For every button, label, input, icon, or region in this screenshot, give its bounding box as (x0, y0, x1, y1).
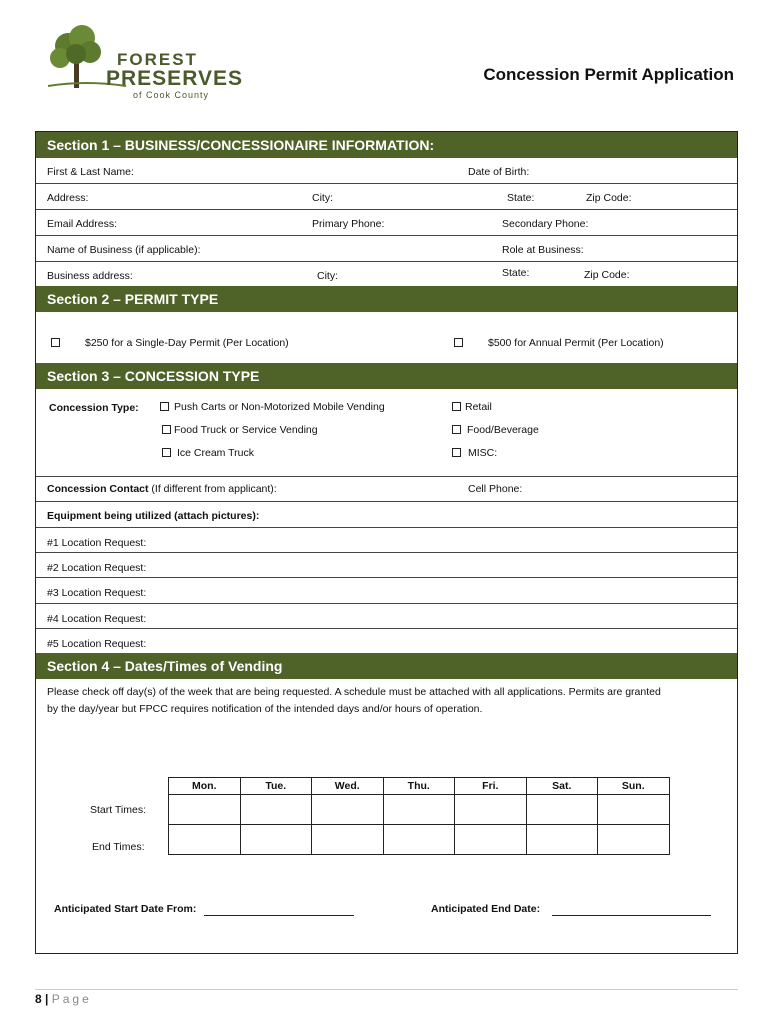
food-beverage-label: Food/Beverage (467, 424, 539, 436)
single-day-permit-checkbox[interactable] (51, 338, 60, 347)
single-day-permit-label: $250 for a Single-Day Permit (Per Location) (85, 337, 289, 349)
location-5-label: #5 Location Request: (47, 638, 147, 650)
logo-text-preserves: PRESERVES (106, 67, 243, 90)
page-footer (35, 992, 92, 1006)
start-time-cell[interactable] (240, 795, 312, 825)
end-time-cell[interactable] (526, 825, 598, 855)
end-time-cell[interactable] (240, 825, 312, 855)
retail-label: Retail (465, 401, 492, 413)
row-contact[interactable] (36, 210, 737, 236)
schedule-table (168, 777, 670, 855)
row-location-1[interactable] (36, 528, 737, 553)
start-times-row (169, 795, 670, 825)
location-2-label: #2 Location Request: (47, 562, 147, 574)
end-times-row (169, 825, 670, 855)
row-location-5[interactable] (36, 629, 737, 653)
row-concession-type (36, 389, 737, 477)
primary-phone-label: Primary Phone: (312, 218, 385, 230)
concession-contact-bold: Concession Contact (47, 483, 149, 495)
ice-cream-truck-checkbox[interactable] (162, 448, 171, 457)
schedule-instructions-line-2: by the day/year but FPCC requires notification of the intended days and/or hours of operation. (47, 703, 483, 715)
page-separator: | (45, 992, 49, 1006)
location-4-label: #4 Location Request: (47, 613, 147, 625)
section-4-heading: Section 4 – Dates/Times of Vending (36, 653, 737, 679)
address-label: Address: (47, 192, 89, 204)
anticipated-start-field[interactable] (204, 915, 354, 916)
logo-text-cook-county: of Cook County (133, 90, 210, 100)
start-time-cell[interactable] (598, 795, 670, 825)
start-time-cell[interactable] (312, 795, 384, 825)
day-header-tue: Tue. (240, 778, 312, 795)
row-permit-type (36, 312, 737, 362)
day-header-wed: Wed. (312, 778, 384, 795)
business-address-label: Business address: (47, 270, 133, 282)
start-time-cell[interactable] (455, 795, 527, 825)
row-address[interactable] (36, 184, 737, 210)
row-location-2[interactable] (36, 553, 737, 578)
role-label: Role at Business: (502, 244, 584, 256)
anticipated-start-label: Anticipated Start Date From: (54, 903, 197, 915)
row-location-3[interactable] (36, 578, 737, 604)
logo-text-forest: FOREST (117, 50, 198, 69)
document-title: Concession Permit Application (483, 65, 734, 84)
schedule-instructions-line-1: Please check off day(s) of the week that are being requested. A schedule must be attached with all applications. Permits are granted (47, 686, 661, 698)
food-truck-label: Food Truck or Service Vending (174, 424, 318, 436)
end-times-label: End Times: (92, 841, 145, 853)
end-time-cell[interactable] (598, 825, 670, 855)
business-name-label: Name of Business (if applicable): (47, 244, 201, 256)
concession-contact-note: (If different from applicant): (148, 483, 277, 495)
dob-label: Date of Birth: (468, 166, 530, 178)
row-concession-contact[interactable] (36, 477, 737, 502)
business-state-label: State: (502, 267, 530, 279)
equipment-label: Equipment being utilized (attach pictures): (47, 510, 260, 522)
row-name-dob[interactable] (36, 158, 737, 184)
start-time-cell[interactable] (526, 795, 598, 825)
page-number: 8 (35, 992, 42, 1006)
day-header-thu: Thu. (383, 778, 455, 795)
row-business-address[interactable] (36, 262, 737, 286)
end-time-cell[interactable] (383, 825, 455, 855)
day-header-mon: Mon. (169, 778, 241, 795)
concession-contact-label (47, 483, 277, 495)
annual-permit-checkbox[interactable] (454, 338, 463, 347)
section-1-heading: Section 1 – BUSINESS/CONCESSIONAIRE INFORMATION: (36, 132, 737, 158)
footer-divider (35, 989, 738, 990)
start-time-cell[interactable] (383, 795, 455, 825)
day-header-sun: Sun. (598, 778, 670, 795)
cell-phone-label: Cell Phone: (468, 483, 523, 495)
page-word: Page (51, 992, 92, 1006)
end-time-cell[interactable] (455, 825, 527, 855)
anticipated-end-field[interactable] (552, 915, 711, 916)
end-time-cell[interactable] (169, 825, 241, 855)
day-header-fri: Fri. (455, 778, 527, 795)
misc-checkbox[interactable] (452, 448, 461, 457)
section-2-heading: Section 2 – PERMIT TYPE (36, 286, 737, 312)
push-carts-label: Push Carts or Non-Motorized Mobile Vending (174, 401, 385, 413)
section-3-heading: Section 3 – CONCESSION TYPE (36, 363, 737, 389)
city-label: City: (312, 192, 333, 204)
food-beverage-checkbox[interactable] (452, 425, 461, 434)
misc-label: MISC: (468, 447, 498, 459)
end-time-cell[interactable] (312, 825, 384, 855)
push-carts-checkbox[interactable] (160, 402, 169, 411)
day-header-sat: Sat. (526, 778, 598, 795)
business-city-label: City: (317, 270, 338, 282)
secondary-phone-label: Secondary Phone: (502, 218, 589, 230)
anticipated-end-label: Anticipated End Date: (431, 903, 541, 915)
start-times-label: Start Times: (90, 804, 147, 816)
row-location-4[interactable] (36, 604, 737, 629)
email-label: Email Address: (47, 218, 118, 230)
location-1-label: #1 Location Request: (47, 537, 147, 549)
business-zip-label: Zip Code: (584, 269, 630, 281)
first-last-name-label: First & Last Name: (47, 166, 134, 178)
food-truck-checkbox[interactable] (162, 425, 171, 434)
annual-permit-label: $500 for Annual Permit (Per Location) (488, 337, 664, 349)
row-equipment[interactable] (36, 502, 737, 528)
retail-checkbox[interactable] (452, 402, 461, 411)
location-3-label: #3 Location Request: (47, 587, 147, 599)
row-business-name[interactable] (36, 236, 737, 262)
concession-type-label: Concession Type: (49, 402, 139, 414)
state-label: State: (507, 192, 535, 204)
permit-form (35, 131, 738, 954)
zip-label: Zip Code: (586, 192, 632, 204)
ice-cream-truck-label: Ice Cream Truck (177, 447, 255, 459)
start-time-cell[interactable] (169, 795, 241, 825)
